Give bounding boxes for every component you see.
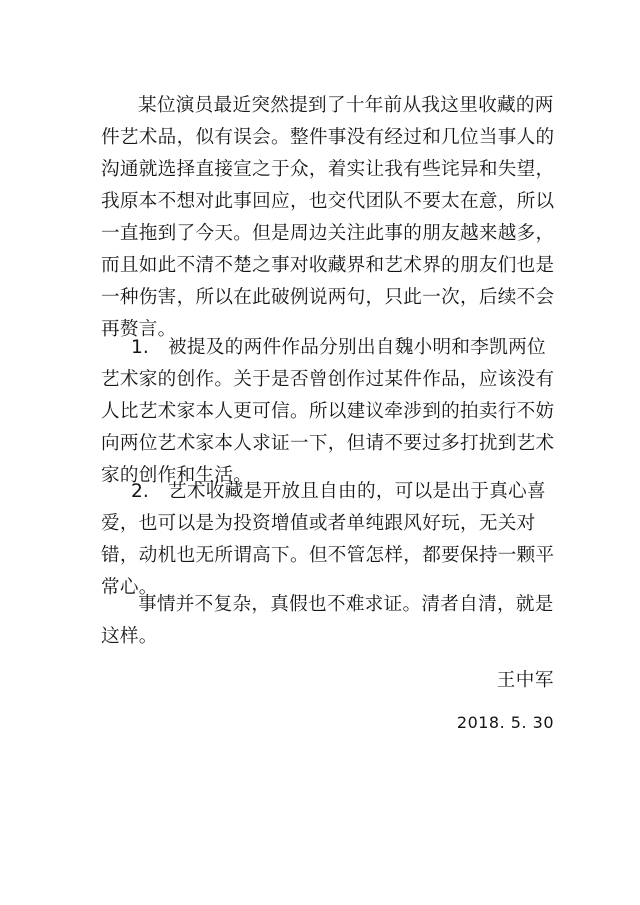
point-1-number: 1.: [131, 337, 149, 358]
signature: 王中军: [496, 670, 554, 691]
point-1-text: 被提及的两件作品分别出自魏小明和李凯两位艺术家的创作。关于是否曾创作过某件作品，应该没有人比艺术家本人更可信。所以建议牵涉到的拍卖行不妨向两位艺术家本人求证一下，但请不要过多打扰到艺术家的创作和生活。: [101, 337, 555, 486]
point-2: [101, 476, 555, 604]
date: 2018. 5. 30: [456, 713, 554, 732]
opening-paragraph: 某位演员最近突然提到了十年前从我这里收藏的两件艺术品，似有误会。整件事没有经过和几位当事人的沟通就选择直接宣之于众，着实让我有些诧异和失望，我原本不想对此事回应，也交代团队不要太在意，所以一直拖到了今天。但是周边关注此事的朋友越来越多，而且如此不清不楚之事对收藏界和艺术界的朋友们也是一种伤害，所以在此破例说两句，只此一次，后续不会再赘言。: [101, 95, 555, 340]
point-2-number: 2.: [131, 481, 149, 502]
closing-paragraph: 事情并不复杂，真假也不难求证。清者自清，就是这样。: [101, 594, 554, 647]
point-1: [101, 332, 555, 492]
point-2-text: 艺术收藏是开放且自由的，可以是出于真心喜爱，也可以是为投资增值或者单纯跟风好玩，无关对错，动机也无所谓高下。但不管怎样，都要保持一颗平常心。: [101, 481, 555, 598]
